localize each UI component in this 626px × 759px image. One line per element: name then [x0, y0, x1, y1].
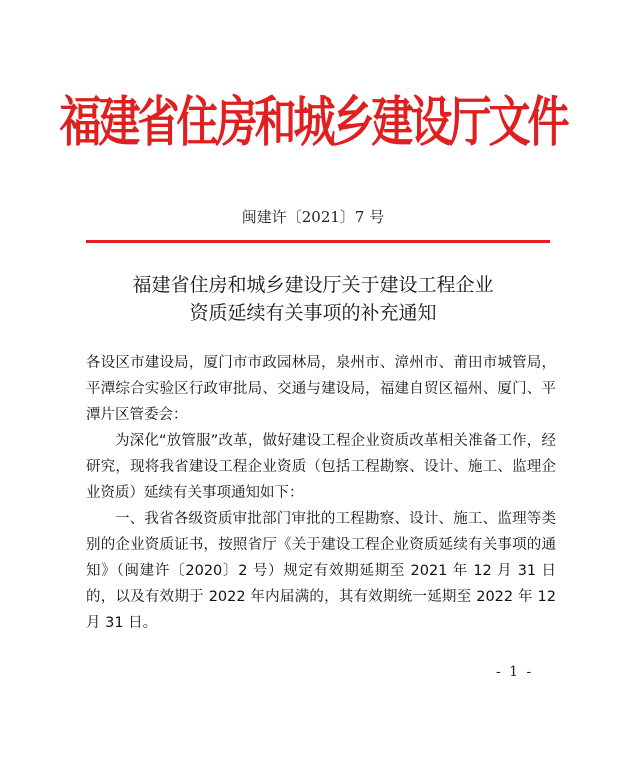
header-divider-rule	[86, 240, 550, 243]
document-number: 闽建许〔2021〕7 号	[241, 208, 385, 226]
page-number: - 1 -	[496, 664, 534, 680]
document-header-title: 福建省住房和城乡建设厅文件	[59, 90, 567, 154]
addressees-paragraph: 各设区市建设局，厦门市市政园林局，泉州市、漳州市、莆田市城管局，平潭综合实验区行政审批局、交通与建设局，福建自贸区福州、厦门、平潭片区管委会：	[86, 355, 556, 423]
notice-body	[86, 350, 556, 636]
notice-title-line-1: 福建省住房和城乡建设厅关于建设工程企业	[132, 274, 494, 296]
body-paragraph-1: 为深化“放管服”改革，做好建设工程企业资质改革相关准备工作，经研究，现将我省建设工程企业资质（包括工程勘察、设计、施工、监理企业资质）延续有关事项通知如下：	[86, 433, 556, 501]
body-paragraph-2: 一、我省各级资质审批部门审批的工程勘察、设计、施工、监理等类别的企业资质证书，按照省厅《关于建设工程企业资质延续有关事项的通知》（闽建许〔2020〕2 号）规定有效期延期至 2021 年 12 月 31 日的，以及有效期于 2022 年内届满的，其有效期统一延期至 2022 年 12 月 31 日。	[86, 511, 556, 631]
notice-title	[60, 271, 566, 327]
notice-title-line-2: 资质延续有关事项的补充通知	[189, 302, 437, 324]
